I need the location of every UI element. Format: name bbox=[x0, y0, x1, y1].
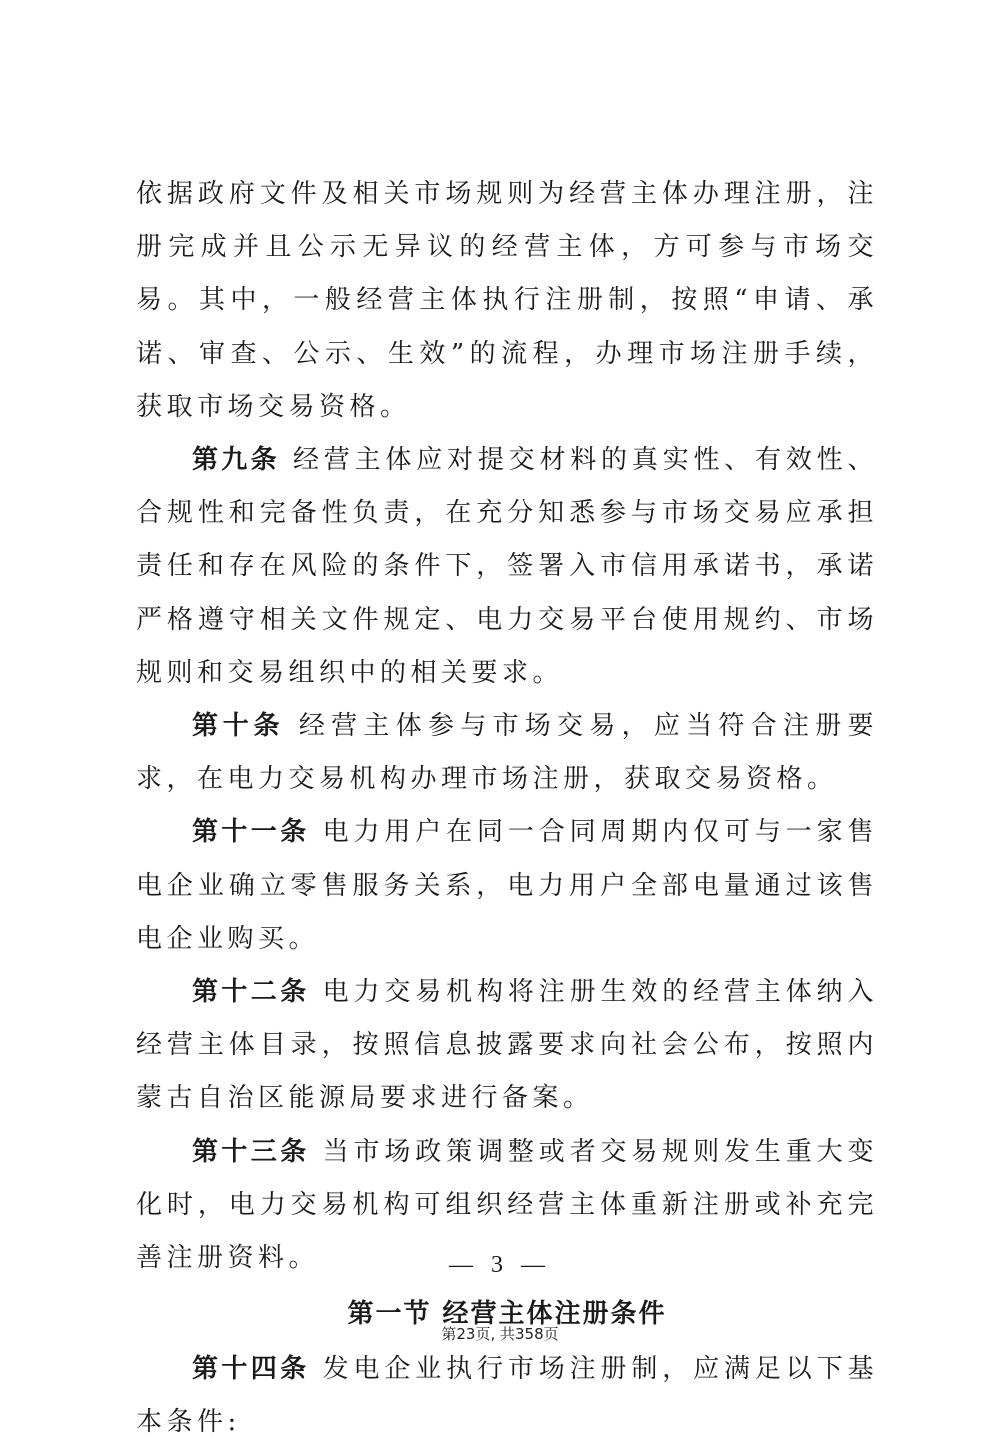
page-footer: 第23页, 共358页 bbox=[441, 1325, 559, 1343]
article-text: 当市场政策调整或者交易规则发生重大变化时，电力交易机构可组织经营主体重新注册或补充完善注册资料。 bbox=[136, 1136, 878, 1274]
article-text: 电力交易机构将注册生效的经营主体纳入经营主体目录，按照信息披露要求向社会公布，按照内蒙古自治区能源局要求进行备案。 bbox=[136, 977, 878, 1114]
article-text: 发电企业执行市场注册制，应满足以下基本条件: bbox=[136, 1354, 878, 1438]
article-label: 第十二条 bbox=[192, 977, 310, 1008]
page-number: — 3 — bbox=[449, 1252, 551, 1278]
article-9 bbox=[136, 434, 878, 700]
article-label: 第十四条 bbox=[192, 1354, 310, 1385]
article-label: 第十三条 bbox=[192, 1136, 310, 1167]
article-label: 第九条 bbox=[192, 445, 280, 476]
article-text: 电力用户在同一合同周期内仅可与一家售电企业确立零售服务关系，电力用户全部电量通过该售电企业购买。 bbox=[136, 817, 878, 954]
article-text: 经营主体参与市场交易，应当符合注册要求，在电力交易机构办理市场注册，获取交易资格。 bbox=[136, 711, 878, 795]
article-label: 第十一条 bbox=[192, 817, 310, 848]
continued-paragraph: 依据政府文件及相关市场规则为经营主体办理注册，注册完成并且公示无异议的经营主体，方可参与市场交易。其中，一般经营主体执行注册制，按照“申请、承诺、审查、公示、生效”的流程，办理市场注册手续，获取市场交易资格。 bbox=[136, 179, 878, 422]
article-12 bbox=[136, 966, 878, 1126]
section-title: 第一节 经营主体注册条件 bbox=[347, 1299, 667, 1330]
article-14 bbox=[136, 1343, 878, 1449]
article-10 bbox=[136, 700, 878, 806]
article-label: 第十条 bbox=[192, 711, 285, 742]
article-11 bbox=[136, 806, 878, 966]
article-text: 经营主体应对提交材料的真实性、有效性、合规性和完备性负责，在充分知悉参与市场交易应承担责任和存在风险的条件下，签署入市信用承诺书，承诺严格遵守相关文件规定、电力交易平台使用规约、市场规则和交易组织中的相关要求。 bbox=[136, 445, 878, 688]
